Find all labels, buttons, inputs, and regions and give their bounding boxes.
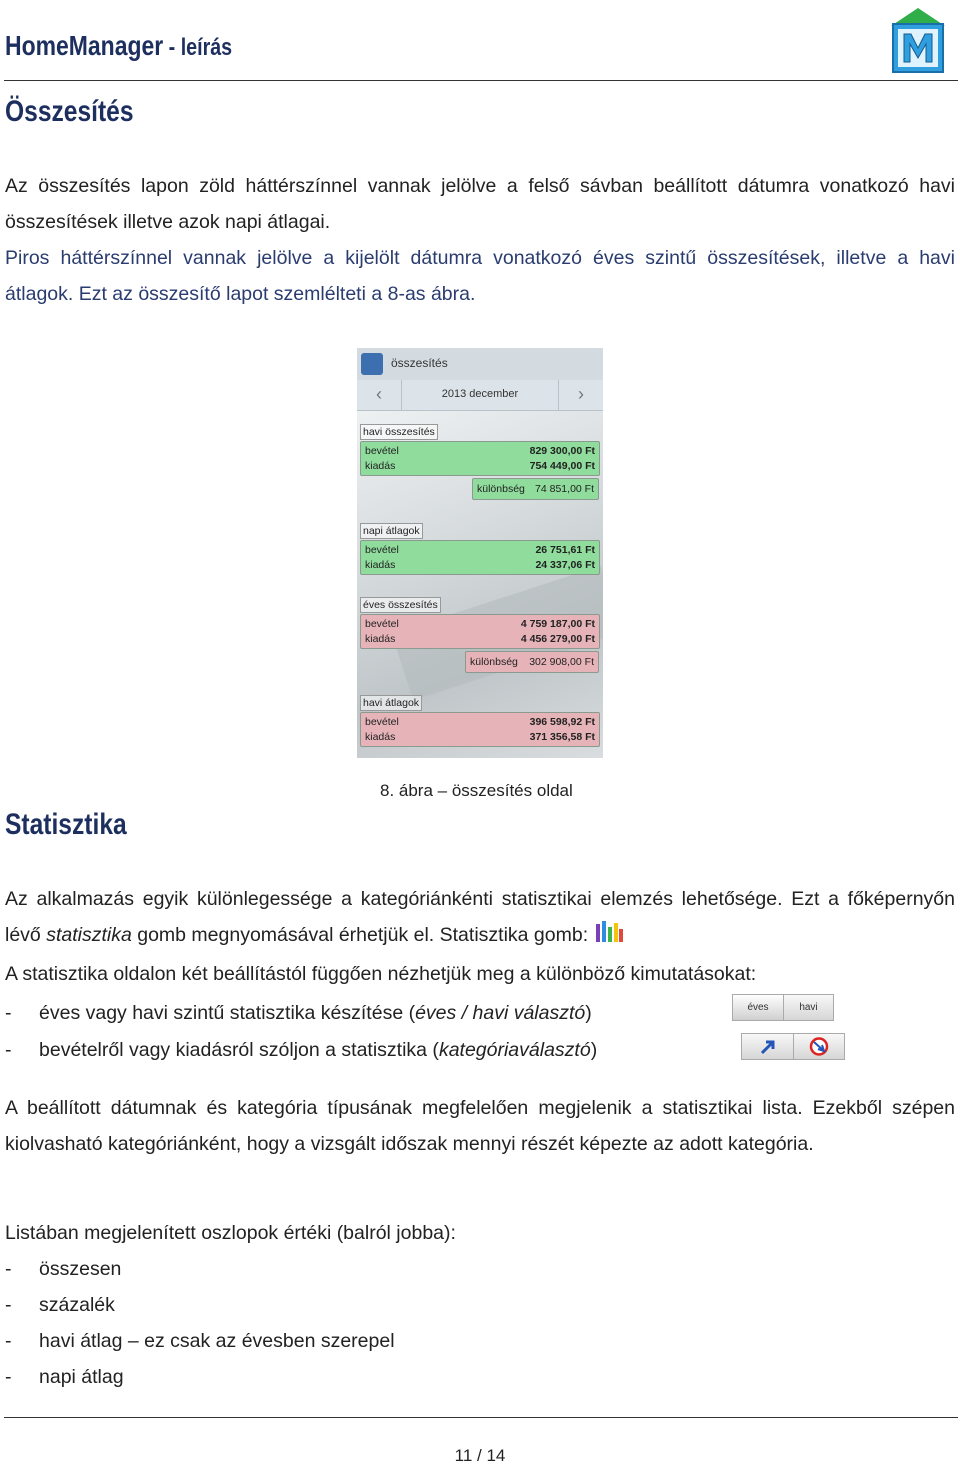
income-label: bevétel — [365, 445, 399, 457]
paragraph: A statisztika oldalon két beállítástól függően nézhetjük meg a különböző kimutatásokat: — [5, 963, 757, 985]
text-run: Az alkalmazás egyik különlegessége a kategóriánkénti statisztikai elemzés lehetősége. Ezt a főképernyőn lévő — [5, 888, 955, 946]
expense-label: kiadás — [365, 559, 396, 571]
list-item — [5, 1323, 955, 1359]
monthly-averages-box — [360, 712, 600, 747]
list-item-text: havi átlag – ez csak az évesben szerepel — [39, 1330, 395, 1352]
group-label-monthly-summary: havi összesítés — [360, 424, 438, 440]
expense-no-icon — [794, 1034, 844, 1059]
expense-label: kiadás — [365, 731, 396, 743]
group-label-monthly-averages: havi átlagok — [360, 695, 422, 711]
income-label: bevétel — [365, 544, 399, 556]
text-run: ) — [590, 1039, 598, 1061]
current-date: 2013 december — [441, 388, 519, 400]
expense-label: kiadás — [365, 460, 396, 472]
list-item-text: összesen — [39, 1258, 122, 1280]
group-label-yearly-summary: éves összesítés — [360, 597, 441, 613]
year-month-selector — [732, 994, 834, 1021]
monthly-summary-box — [360, 441, 600, 476]
expense-value: 24 337,06 Ft — [535, 559, 595, 571]
list-item — [5, 1287, 955, 1323]
month-option: havi — [799, 1002, 818, 1013]
expense-value: 4 456 279,00 Ft — [520, 633, 595, 645]
section2-intro — [5, 881, 955, 992]
italic-run: statisztika — [46, 924, 132, 946]
expense-value: 371 356,58 Ft — [529, 731, 595, 743]
date-navigator — [357, 380, 603, 411]
page-number: 11 / 14 — [454, 1446, 506, 1465]
next-month-button[interactable]: › — [558, 380, 603, 410]
header-divider — [4, 80, 958, 81]
bullet-dash: - — [5, 1366, 12, 1388]
bullet-dash: - — [5, 1258, 12, 1280]
italic-run: kategóriaválasztó — [438, 1039, 591, 1061]
list-item — [5, 995, 725, 1032]
monthly-difference-box — [472, 478, 599, 500]
text-run: bevételről vagy kiadásról szóljon a statisztika ( — [39, 1039, 439, 1061]
difference-value: 302 908,00 Ft — [529, 656, 594, 668]
income-value: 829 300,00 Ft — [529, 445, 595, 457]
bullet-dash: - — [5, 1039, 12, 1061]
difference-label: különbség — [477, 483, 525, 495]
bullet-dash: - — [5, 1002, 12, 1024]
app-list-icon — [361, 353, 383, 375]
income-value: 396 598,92 Ft — [529, 716, 595, 728]
paragraph: A beállított dátumnak és kategória típusának megfelelően megjelenik a statisztikai lista. Ezekből szépen kiolvasható kategóriánként, hogy a vizsgált időszak mennyi részét képezte az adott kategória. — [5, 1097, 955, 1155]
statistics-bar-icon — [594, 920, 624, 956]
document-header-title — [5, 30, 232, 62]
figure-caption: 8. ábra – összesítés oldal — [380, 781, 573, 800]
section-title-statisztika: Statisztika — [5, 808, 127, 841]
category-selector — [741, 1033, 845, 1060]
list-item-text: napi átlag — [39, 1366, 124, 1388]
app-name: HomeManager — [5, 30, 164, 61]
bullet-list-options — [5, 995, 725, 1069]
paragraph: Piros háttérszínnel vannak jelölve a kijelölt dátumra vonatkozó éves szintű összesítések, illetve a havi átlagok. Ezt az összesítő lapot szemlélteti a 8-as ábra. — [5, 247, 955, 305]
section-title-osszesites: Összesítés — [5, 95, 134, 128]
section2-list-description — [5, 1090, 955, 1162]
group-label-daily-averages: napi átlagok — [360, 523, 423, 539]
bullet-dash: - — [5, 1330, 12, 1352]
difference-value: 74 851,00 Ft — [535, 483, 594, 495]
paragraph: Az összesítés lapon zöld háttérszínnel vannak jelölve a felső sávban beállított dátumra vonatkozó havi összesítések illetve azok napi átlagai. — [5, 175, 955, 233]
list-item — [5, 1359, 955, 1395]
income-label: bevétel — [365, 716, 399, 728]
text-run: ) — [585, 1002, 592, 1024]
section2-columns — [5, 1215, 955, 1395]
text-run: éves vagy havi szintű statisztika készítése ( — [39, 1002, 416, 1024]
homemanager-logo — [887, 6, 949, 74]
list-item — [5, 1032, 725, 1069]
daily-averages-box — [360, 540, 600, 575]
app-title: összesítés — [391, 356, 448, 370]
footer-divider — [4, 1417, 958, 1418]
income-value: 4 759 187,00 Ft — [520, 618, 595, 630]
year-option: éves — [733, 995, 784, 1020]
app-titlebar — [357, 348, 603, 381]
figure-summary-screen — [357, 348, 603, 758]
paragraph — [5, 881, 955, 956]
expense-value: 754 449,00 Ft — [529, 460, 595, 472]
list-item-text: százalék — [39, 1294, 115, 1316]
difference-label: különbség — [470, 656, 518, 668]
yearly-difference-box — [465, 651, 599, 673]
income-label: bevétel — [365, 618, 399, 630]
list-item — [5, 1251, 955, 1287]
income-arrow-icon — [742, 1034, 794, 1059]
section1-body — [5, 168, 955, 312]
expense-label: kiadás — [365, 633, 396, 645]
bullet-dash: - — [5, 1294, 12, 1316]
header-subtitle: - leírás — [163, 34, 233, 61]
prev-month-button[interactable]: ‹ — [357, 380, 402, 410]
income-value: 26 751,61 Ft — [535, 544, 595, 556]
text-run: gomb megnyomásával érhetjük el. Statisztika gomb: — [131, 924, 589, 946]
italic-run: éves / havi választó — [415, 1002, 586, 1024]
yearly-summary-box — [360, 614, 600, 649]
paragraph: Listában megjelenített oszlopok értéki (balról jobba): — [5, 1222, 456, 1244]
